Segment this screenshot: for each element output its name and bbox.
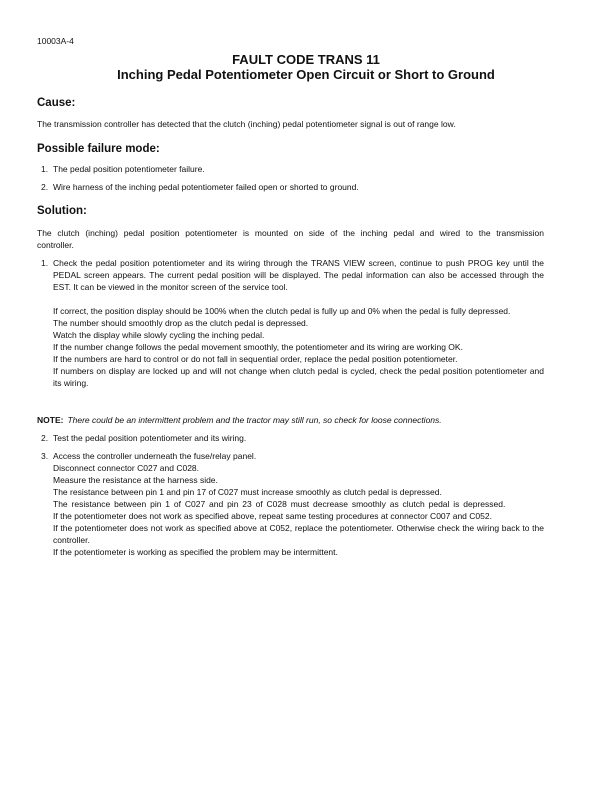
failure-heading: Possible failure mode: — [37, 143, 160, 155]
solution-step-3 — [41, 450, 544, 558]
step-text: Test the pedal position potentiometer and its wiring. — [53, 433, 247, 443]
step-text: Check the pedal position potentiometer and its wiring through the TRANS VIEW screen, continue to push PROG key until the PEDAL screen appears. The current pedal position will be displayed. The pedal information can also be accessed through the EST. It can be viewed in the monitor screen of the service tool. — [53, 258, 544, 292]
cause-heading: Cause: — [37, 97, 76, 109]
step-line: If the potentiometer is working as specified the problem may be intermittent. — [53, 547, 338, 557]
step-line: If the numbers are hard to control or do not fall in sequential order, replace the pedal position potentiometer. — [53, 354, 458, 364]
failure-item — [41, 163, 544, 175]
step-line: The resistance between pin 1 and pin 17 of C027 must increase smoothly as clutch pedal is depressed. — [53, 487, 442, 497]
failure-item — [41, 181, 544, 193]
step-line: Access the controller underneath the fuse/relay panel. — [53, 451, 257, 461]
page-title: FAULT CODE TRANS 11 — [232, 52, 380, 67]
step-line: If numbers on display are locked up and will not change when clutch pedal is cycled, check the pedal position potentiometer and its wiring. — [53, 366, 544, 388]
step-line: Measure the resistance at the harness side. — [53, 475, 218, 485]
item-text: Wire harness of the inching pedal potentiometer failed open or shorted to ground. — [53, 182, 359, 192]
step-line: If the potentiometer does not work as specified above at C052, replace the potentiometer. Otherwise check the wiring back to the controller. — [53, 523, 544, 545]
document-id: 10003A-4 — [37, 36, 74, 46]
cause-text: The transmission controller has detected that the clutch (inching) pedal potentiometer signal is out of range low. — [37, 119, 456, 129]
step-line: If correct, the position display should be 100% when the clutch pedal is fully up and 0% when the pedal is fully depressed. — [53, 306, 511, 316]
item-number: 2. — [41, 182, 49, 192]
solution-heading: Solution: — [37, 205, 87, 217]
note-label: NOTE: — [37, 415, 64, 425]
solution-intro: The clutch (inching) pedal position potentiometer is mounted on side of the inching pedal and wired to the transmission controller. — [37, 228, 544, 250]
item-number: 2. — [41, 433, 49, 443]
item-number: 1. — [41, 258, 49, 268]
step-line: If the potentiometer does not work as specified above, repeat same testing procedures at connector C007 and C052. — [53, 511, 492, 521]
note — [37, 414, 544, 426]
item-text: The pedal position potentiometer failure. — [53, 164, 205, 174]
step-line: Disconnect connector C027 and C028. — [53, 463, 200, 473]
solution-step-2 — [41, 432, 544, 444]
step-line: The number should smoothly drop as the clutch pedal is depressed. — [53, 318, 309, 328]
item-number: 3. — [41, 451, 49, 461]
step-line: Watch the display while slowly cycling the inching pedal. — [53, 330, 265, 340]
solution-step-1 — [41, 257, 544, 389]
item-number: 1. — [41, 164, 49, 174]
step-line: The resistance between pin 1 of C027 and pin 23 of C028 must decrease smoothly as clutch pedal is depressed. — [53, 499, 506, 509]
note-text: There could be an intermittent problem and the tractor may still run, so check for loose connections. — [67, 415, 442, 425]
page-subtitle: Inching Pedal Potentiometer Open Circuit or Short to Ground — [117, 67, 495, 82]
step-line: If the number change follows the pedal movement smoothly, the potentiometer and its wiring are working OK. — [53, 342, 463, 352]
